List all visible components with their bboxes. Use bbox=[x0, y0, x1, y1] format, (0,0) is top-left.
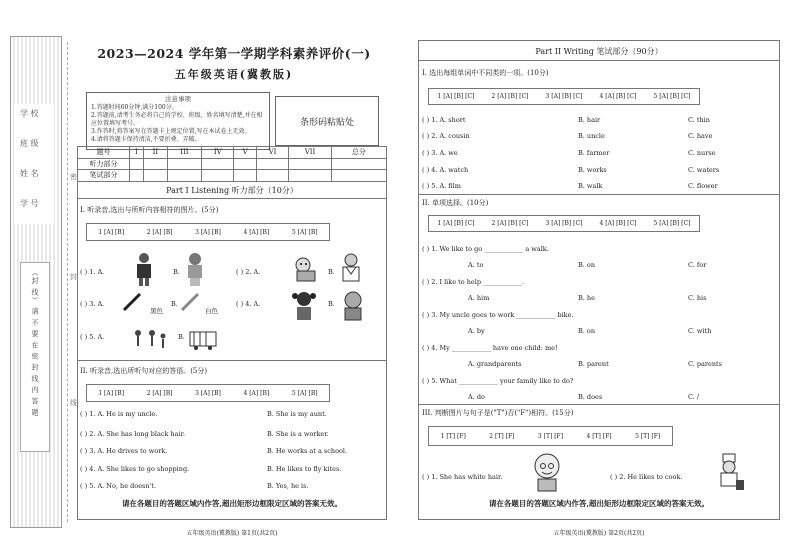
listening-item: ( ) 1. A. bbox=[80, 268, 105, 276]
question-row: ( ) 1. A. short bbox=[422, 116, 466, 124]
option-b: B. on bbox=[578, 327, 596, 335]
divider bbox=[418, 194, 780, 195]
answer-option[interactable]: 5 [A] [B] bbox=[291, 228, 318, 236]
answer-option[interactable]: 3 [A] [B] [C] bbox=[545, 93, 583, 100]
question-row: ( ) 2. He likes to cook. bbox=[610, 473, 683, 481]
fold-warning-text: （封 线） 请 不 要 在 密 封 线 内 答 题 bbox=[31, 269, 39, 417]
section1-heading: I. 听录音,选出与所听内容相符的图片。(5分) bbox=[80, 206, 219, 214]
question-row: ( ) 1. She has white hair. bbox=[422, 473, 503, 481]
divider bbox=[418, 60, 780, 61]
notice-line: 1.答题时间60分钟,满分100分。 bbox=[91, 104, 178, 111]
answer-option[interactable]: 1 [A] [B] [C] bbox=[437, 93, 475, 100]
score-header-cell: III bbox=[167, 147, 201, 159]
option-b: B. he bbox=[578, 294, 595, 302]
score-cell[interactable] bbox=[289, 170, 332, 182]
answer-option[interactable]: 5 [T] [F] bbox=[635, 432, 661, 440]
question-row: ( ) 3. A. we bbox=[422, 149, 458, 157]
question-row: ( ) 1. We like to go ____________ a walk. bbox=[422, 245, 549, 253]
option-label: B. bbox=[328, 268, 335, 276]
text-label-black: 黑色 bbox=[150, 307, 163, 315]
answer-option[interactable]: 2 [A] [B] [C] bbox=[491, 93, 529, 100]
dog-cartoon-image bbox=[289, 255, 325, 285]
answer-option[interactable]: 5 [A] [B] [C] bbox=[653, 93, 691, 100]
score-header-cell: II bbox=[143, 147, 167, 159]
score-cell[interactable] bbox=[331, 170, 386, 182]
answer-option[interactable]: 1 [T] [F] bbox=[440, 432, 466, 440]
question-row: ( ) 2. I like to help ____________. bbox=[422, 278, 525, 286]
score-header-cell: I bbox=[130, 147, 144, 159]
people-walking-image bbox=[130, 328, 170, 354]
answer-option[interactable]: 5 [A] [B] bbox=[291, 389, 318, 397]
score-cell[interactable] bbox=[167, 170, 201, 182]
notice-line: 4.请将答题卡保持清洁,不要折叠、弄破。 bbox=[91, 136, 201, 143]
answer-option[interactable]: 4 [T] [F] bbox=[586, 432, 612, 440]
answer-option[interactable]: 3 [A] [B] bbox=[195, 389, 221, 397]
score-cell[interactable] bbox=[202, 170, 234, 182]
answer-options-row bbox=[86, 384, 330, 402]
divider bbox=[77, 360, 387, 361]
doctor-figure-image bbox=[338, 252, 364, 288]
option-b: B. He works at a school. bbox=[267, 447, 348, 455]
option-c: C. parents bbox=[688, 360, 722, 368]
option-c: C. his bbox=[688, 294, 707, 302]
answer-option[interactable]: 1 [A] [B] bbox=[98, 389, 125, 397]
page2-number: 五年级英语(冀教版) 第2页(共2页) bbox=[553, 530, 645, 537]
score-cell[interactable] bbox=[289, 158, 332, 170]
option-a: A. do bbox=[468, 393, 485, 401]
question-row: ( ) 4. My ____________ have one child: me! bbox=[422, 344, 558, 352]
question-row: ( ) 3. A. He drives to work. bbox=[80, 447, 168, 455]
listening-item: ( ) 2. A. bbox=[236, 268, 261, 276]
option-a: A. him bbox=[468, 294, 490, 302]
p2-section2-heading: II. 单项选择。(10分) bbox=[422, 199, 489, 207]
class-field-label: 班 级 bbox=[20, 139, 39, 148]
exam-title: 2023—2024 学年第一学期学科素养评价(一) bbox=[97, 46, 371, 61]
girl-figure-image bbox=[290, 290, 318, 324]
question-row: ( ) 3. My uncle goes to work ____________ bike. bbox=[422, 311, 574, 319]
answer-option[interactable]: 2 [A] [B] bbox=[146, 389, 173, 397]
answer-option[interactable]: 4 [A] [B] bbox=[243, 228, 270, 236]
woman-figure-image bbox=[184, 252, 206, 286]
notice-title: 注意事项 bbox=[165, 95, 191, 103]
score-cell[interactable] bbox=[234, 170, 256, 182]
chalk-icon bbox=[180, 292, 200, 312]
answer-option[interactable]: 2 [A] [B] [C] bbox=[491, 220, 529, 227]
score-cell[interactable] bbox=[202, 158, 234, 170]
option-c: C. thin bbox=[688, 116, 710, 124]
score-cell[interactable] bbox=[256, 158, 288, 170]
man-figure-image bbox=[133, 252, 155, 286]
answer-option[interactable]: 4 [A] [B] bbox=[243, 389, 270, 397]
question-row: ( ) 4. A. watch bbox=[422, 166, 469, 174]
divider bbox=[418, 404, 780, 405]
answer-option[interactable]: 4 [A] [B] [C] bbox=[599, 220, 637, 227]
listening-item: ( ) 4. A. bbox=[236, 300, 261, 308]
question-row: ( ) 4. A. She likes to go shopping. bbox=[80, 465, 190, 473]
option-a: A. by bbox=[468, 327, 485, 335]
student-id-field-label: 学 号 bbox=[20, 199, 39, 208]
option-b: B. hair bbox=[578, 116, 601, 124]
page1-footer: 请在各题目的答题区域内作答,超出矩形边框限定区域的答案无效。 bbox=[121, 499, 343, 508]
score-header-cell: V bbox=[234, 147, 256, 159]
option-b: B. He likes to fly kites. bbox=[267, 465, 342, 473]
answer-option[interactable]: 2 [A] [B] bbox=[146, 228, 173, 236]
option-label: B. bbox=[173, 268, 180, 276]
school-field-label: 学 校 bbox=[20, 109, 39, 118]
option-label: B. bbox=[171, 300, 178, 308]
option-c: C. have bbox=[688, 132, 713, 140]
score-header-cell: IV bbox=[202, 147, 234, 159]
option-a: A. grandparents bbox=[468, 360, 522, 368]
option-b: B. She is my aunt. bbox=[267, 410, 327, 418]
p2-section1-heading: I. 选出每组单词中不同类的一项。(10分) bbox=[422, 69, 549, 77]
option-c: C. / bbox=[688, 393, 700, 401]
cook-image bbox=[712, 452, 746, 492]
bus-image bbox=[188, 326, 220, 354]
option-c: C. for bbox=[688, 261, 707, 269]
part2-title: Part II Writing 笔试部分（90分） bbox=[535, 47, 663, 56]
option-b: B. works bbox=[578, 166, 607, 174]
answer-options-row bbox=[428, 426, 673, 446]
question-row: ( ) 1. A. He is my uncle. bbox=[80, 410, 158, 418]
score-cell[interactable] bbox=[130, 170, 144, 182]
name-field-label: 姓 名 bbox=[20, 169, 39, 178]
option-b: B. does bbox=[578, 393, 603, 401]
page1-number: 五年级英语(冀教版) 第1页(共2页) bbox=[186, 530, 278, 537]
score-header-cell: 题号 bbox=[78, 147, 130, 159]
cat-cartoon-image bbox=[340, 290, 366, 324]
listening-item: ( ) 5. A. bbox=[80, 333, 105, 341]
option-label: B. bbox=[178, 333, 185, 341]
score-row-label: 听力部分 bbox=[78, 158, 130, 170]
option-c: C. nurse bbox=[688, 149, 716, 157]
answer-option[interactable]: 5 [A] [B] [C] bbox=[653, 220, 691, 227]
question-row: ( ) 5. What ____________ your family like to do? bbox=[422, 377, 574, 385]
score-table bbox=[77, 146, 387, 182]
fold-warning bbox=[20, 262, 50, 452]
seal-char-xian: 线 bbox=[70, 399, 77, 407]
option-b: B. parent bbox=[578, 360, 609, 368]
question-row: ( ) 5. A. No, he doesn't. bbox=[80, 482, 157, 490]
question-row: ( ) 5. A. film bbox=[422, 182, 461, 190]
answer-options-row bbox=[428, 215, 700, 232]
score-cell[interactable] bbox=[256, 170, 288, 182]
seal-char-mi: 密 bbox=[70, 173, 77, 181]
student-info-fields bbox=[14, 104, 54, 224]
seal-line bbox=[67, 42, 68, 522]
score-cell[interactable] bbox=[130, 158, 144, 170]
option-b: B. farmer bbox=[578, 149, 610, 157]
option-c: C. waters bbox=[688, 166, 720, 174]
score-cell[interactable] bbox=[234, 158, 256, 170]
score-row-label: 笔试部分 bbox=[78, 170, 130, 182]
answer-option[interactable]: 3 [A] [B] bbox=[195, 228, 221, 236]
option-b: B. She is a worker. bbox=[267, 430, 329, 438]
seal-char-feng: 封 bbox=[70, 273, 77, 281]
option-a: A. to bbox=[468, 261, 484, 269]
option-c: C. flower bbox=[688, 182, 718, 190]
part1-title: Part I Listening 听力部分（10分） bbox=[166, 186, 298, 195]
question-row: ( ) 2. A. cousin bbox=[422, 132, 470, 140]
score-cell[interactable] bbox=[167, 158, 201, 170]
notice-box bbox=[86, 92, 270, 150]
p2-section3-heading: III. 判断图片与句子是("T")否("F")相符。(15分) bbox=[422, 409, 574, 417]
score-cell[interactable] bbox=[331, 158, 386, 170]
answer-option[interactable]: 4 [A] [B] [C] bbox=[599, 93, 637, 100]
score-cell[interactable] bbox=[143, 158, 167, 170]
score-header-cell: VII bbox=[289, 147, 332, 159]
option-b: B. walk bbox=[578, 182, 603, 190]
notice-line: 3.作答时,将答案写在答题卡上规定位置,写在本试卷上无效。 bbox=[91, 128, 251, 135]
listening-item: ( ) 3. A. bbox=[80, 300, 105, 308]
answer-options-row bbox=[428, 88, 700, 105]
page2-footer: 请在各题目的答题区域内作答,超出矩形边框限定区域的答案无效。 bbox=[488, 499, 710, 508]
score-header-cell: 总分 bbox=[331, 147, 386, 159]
answer-option[interactable]: 3 [A] [B] [C] bbox=[545, 220, 583, 227]
option-b: B. Yes, he is. bbox=[267, 482, 309, 490]
barcode-area bbox=[275, 96, 379, 146]
divider bbox=[77, 198, 387, 199]
question-row: ( ) 2. A. She has long black hair. bbox=[80, 430, 186, 438]
option-b: B. on bbox=[578, 261, 596, 269]
answer-option[interactable]: 3 [T] [F] bbox=[537, 432, 564, 440]
score-header-cell: VI bbox=[256, 147, 288, 159]
exam-subtitle: 五年级英语(冀教版) bbox=[174, 68, 294, 81]
answer-option[interactable]: 2 [T] [F] bbox=[489, 432, 515, 440]
section2-heading: II. 听录音,选出所听句对应的答语。(5分) bbox=[80, 367, 208, 375]
option-c: C. with bbox=[688, 327, 712, 335]
option-label: B. bbox=[328, 300, 335, 308]
pen-icon bbox=[122, 292, 142, 312]
notice-line: 2.答题前,请考生务必将自己的学校、班级、姓名填写清楚,并在相应位置填写考号。 bbox=[91, 112, 263, 127]
option-b: B. uncle bbox=[578, 132, 605, 140]
answer-option[interactable]: 1 [A] [B] bbox=[98, 228, 125, 236]
barcode-label: 条形码粘贴处 bbox=[299, 117, 354, 128]
answer-option[interactable]: 1 [A] [B] [C] bbox=[437, 220, 475, 227]
grandma-image bbox=[530, 452, 564, 492]
answer-options-row bbox=[86, 223, 330, 241]
score-cell[interactable] bbox=[143, 170, 167, 182]
text-label-white: 白色 bbox=[205, 307, 218, 315]
